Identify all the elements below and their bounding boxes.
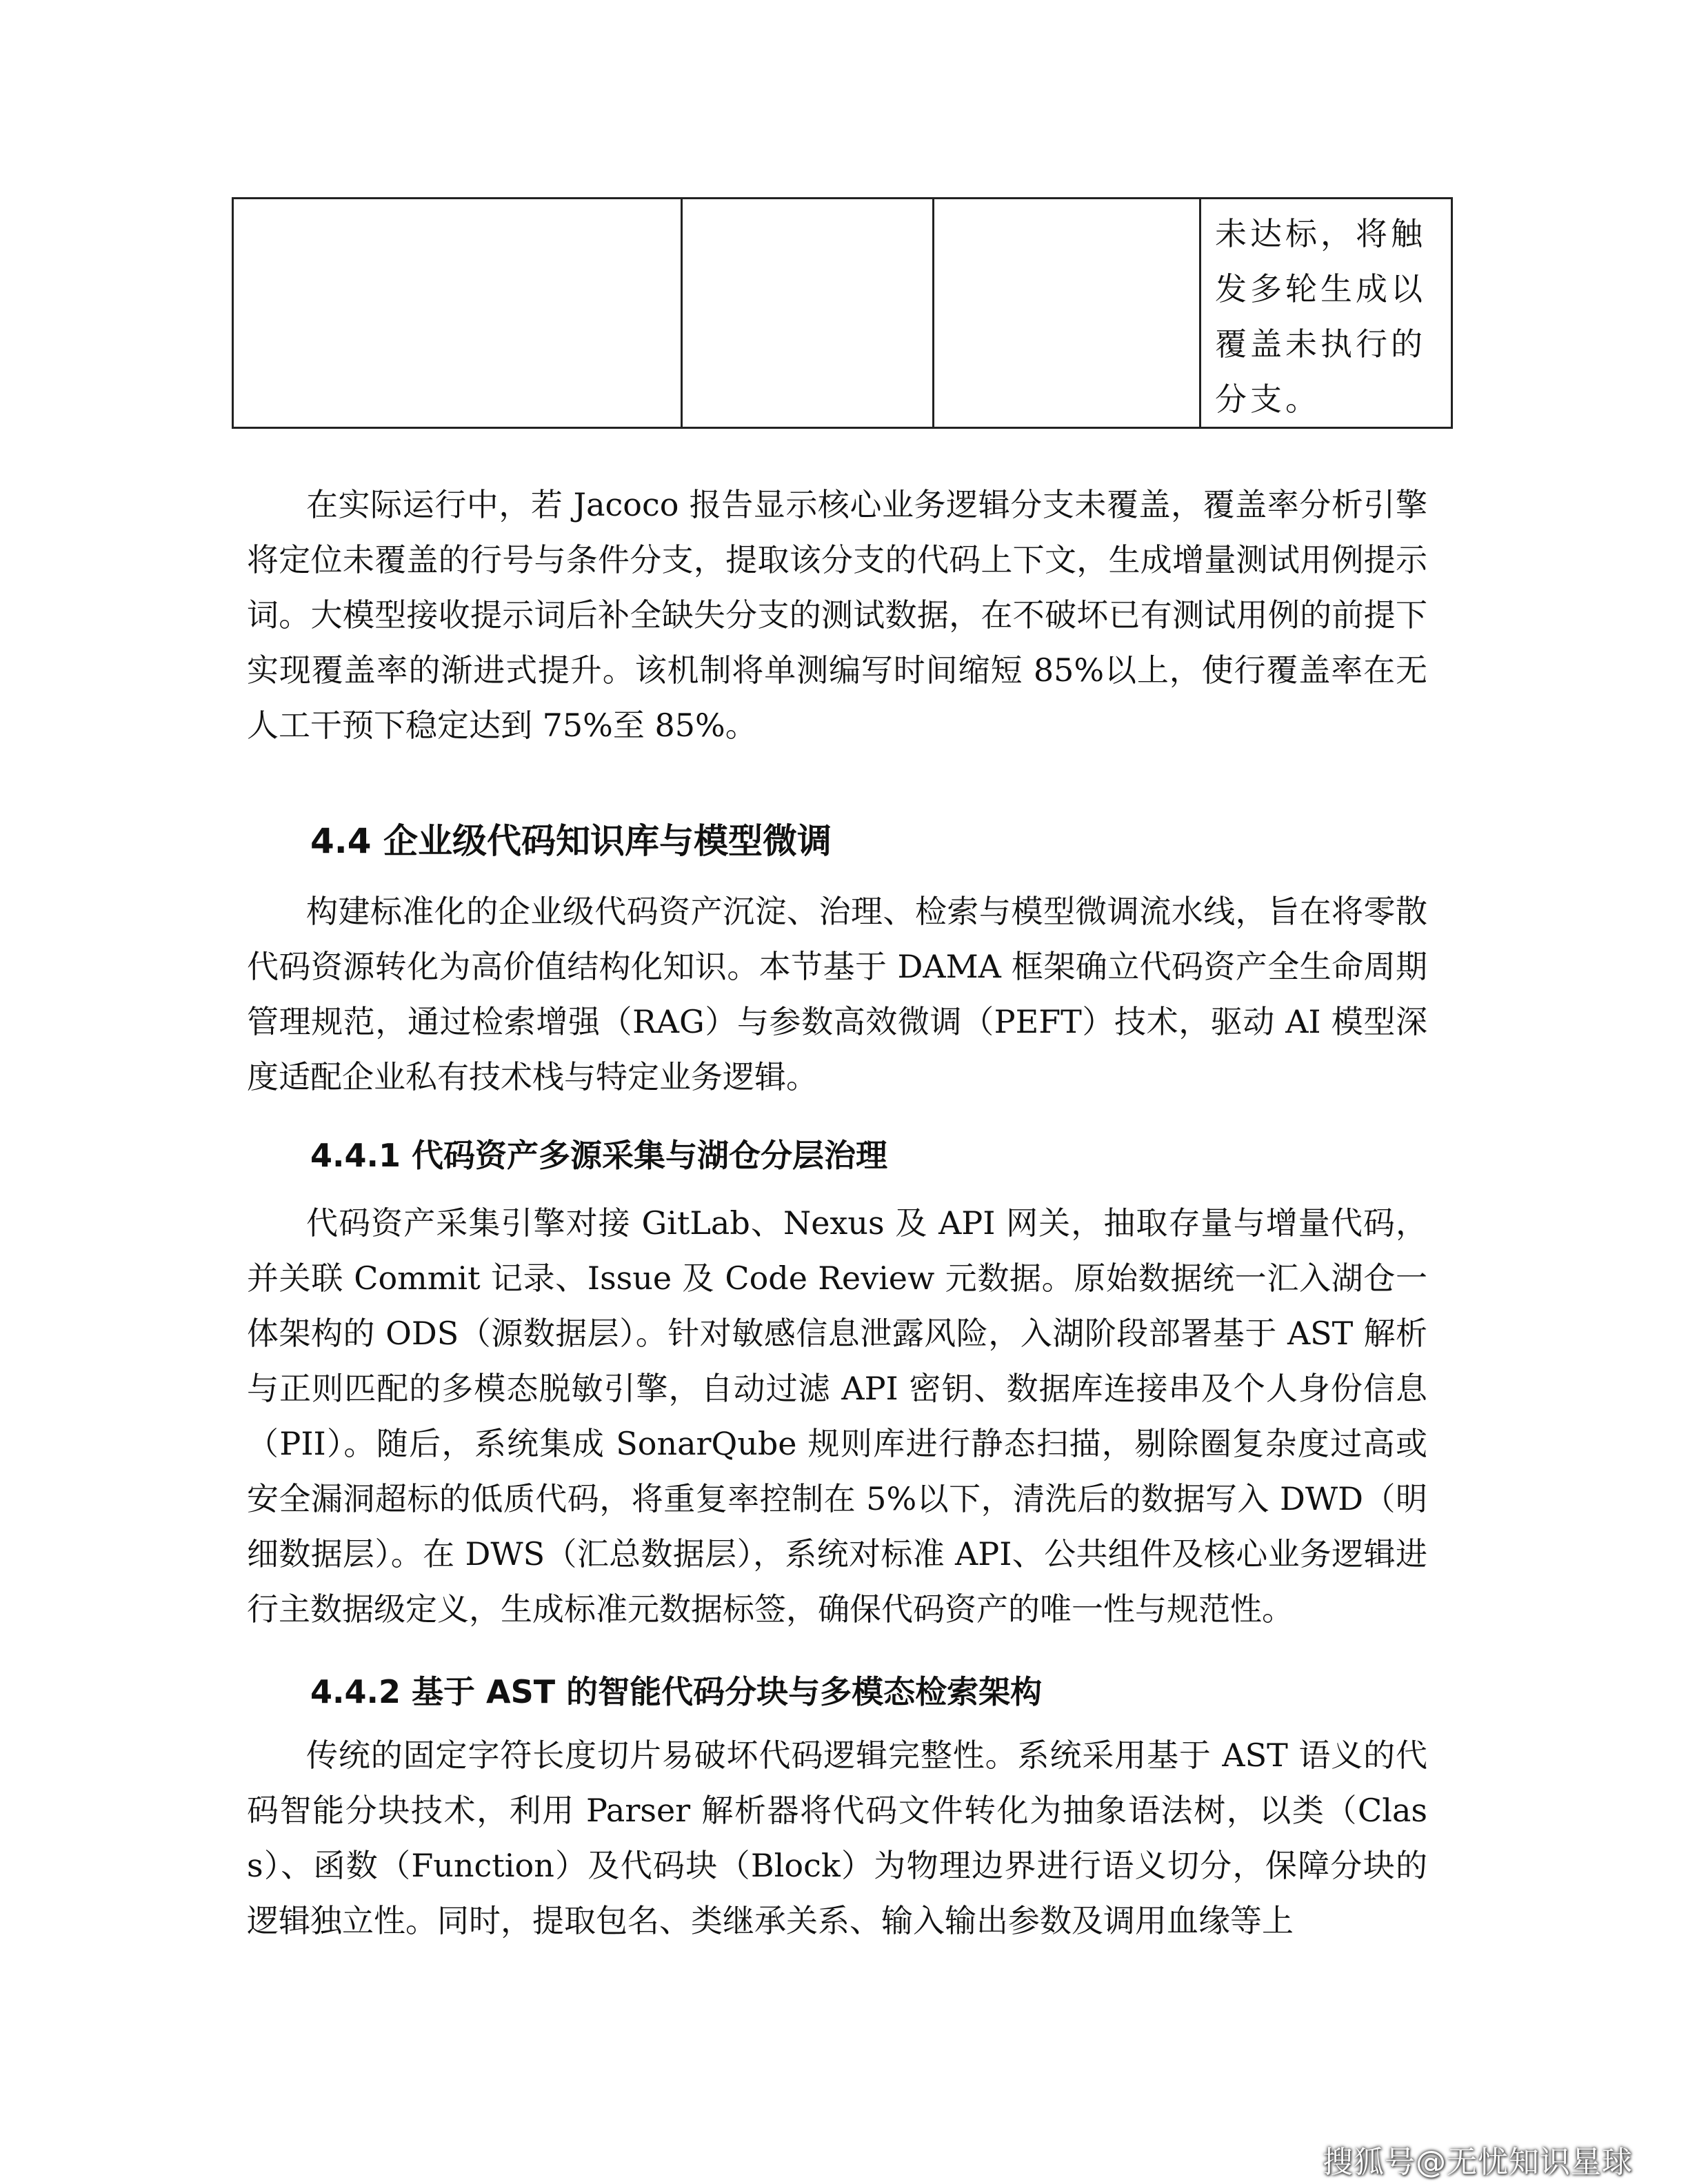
paragraph-ast-chunking: 传统的固定字符长度切片易破坏代码逻辑完整性。系统采用基于 AST 语义的代码智能分块技术，利用 Parser 解析器将代码文件转化为抽象语法树，以类（Class）、函数（Function）及代码块（Block）为物理边界进行语义切分，保障分块的逻辑独立性。同时，提取包名、类继承关系、输入输出参数及调用血缘等上 bbox=[247, 1737, 1427, 1939]
section-heading-4-4: 4.4 企业级代码知识库与模型微调 bbox=[310, 821, 832, 861]
continuation-table bbox=[232, 197, 1453, 429]
paragraph-data-governance: 代码资产采集引擎对接 GitLab、Nexus 及 API 网关，抽取存量与增量代码，并关联 Commit 记录、Issue 及 Code Review 元数据。原始数据统一汇入湖仓一体架构的 ODS（源数据层）。针对敏感信息泄露风险，入湖阶段部署基于 AST 解析与正则匹配的多模态脱敏引擎，自动过滤 API 密钥、数据库连接串及个人身份信息（PII）。随后，系统集成 SonarQube 规则库进行静态扫描，剔除圈复杂度过高或安全漏洞超标的低质代码，将重复率控制在 5%以下，清洗后的数据写入 DWD（明细数据层）。在 DWS（汇总数据层），系统对标准 API、公共组件及核心业务逻辑进行主数据级定义，生成标准元数据标签，确保代码资产的唯一性与规范性。 bbox=[247, 1204, 1427, 1628]
table-row bbox=[233, 199, 1452, 428]
table-cell-3 bbox=[934, 199, 1200, 428]
paragraph-section-intro: 构建标准化的企业级代码资产沉淀、治理、检索与模型微调流水线，旨在将零散代码资源转化为高价值结构化知识。本节基于 DAMA 框架确立代码资产全生命周期管理规范，通过检索增强（RAG）与参数高效微调（PEFT）技术，驱动 AI 模型深度适配企业私有技术栈与特定业务逻辑。 bbox=[247, 893, 1427, 1095]
table-cell-text: 未达标，将触发多轮生成以覆盖未执行的分支。 bbox=[1215, 215, 1426, 418]
subsection-heading-4-4-1: 4.4.1 代码资产多源采集与湖仓分层治理 bbox=[310, 1137, 887, 1174]
paragraph-coverage-mechanism: 在实际运行中，若 Jacoco 报告显示核心业务逻辑分支未覆盖，覆盖率分析引擎将定位未覆盖的行号与条件分支，提取该分支的代码上下文，生成增量测试用例提示词。大模型接收提示词后补全缺失分支的测试数据，在不破坏已有测试用例的前提下实现覆盖率的渐进式提升。该机制将单测编写时间缩短 85%以上，使行覆盖率在无人工干预下稳定达到 75%至 85%。 bbox=[247, 486, 1427, 744]
source-watermark: 搜狐号@无忧知识星球 bbox=[1323, 2145, 1633, 2180]
subsection-heading-4-4-2: 4.4.2 基于 AST 的智能代码分块与多模态检索架构 bbox=[310, 1673, 1043, 1710]
table-cell-2 bbox=[682, 199, 934, 428]
table-cell-4 bbox=[1200, 199, 1452, 428]
table-cell-1 bbox=[233, 199, 682, 428]
